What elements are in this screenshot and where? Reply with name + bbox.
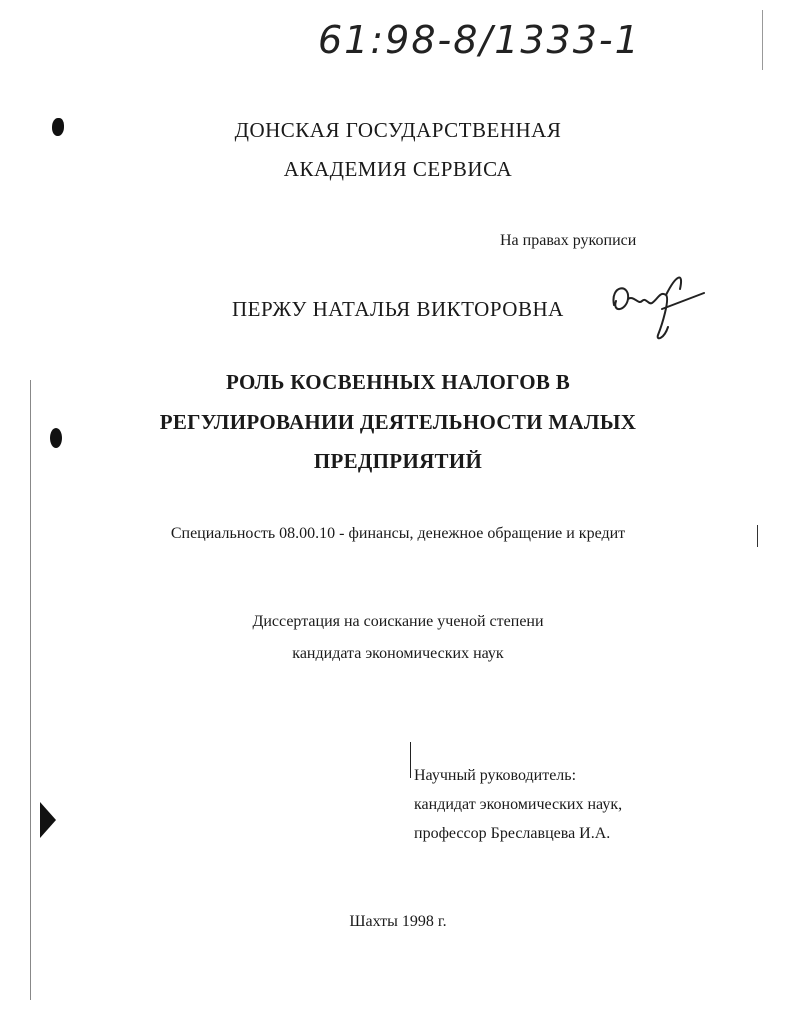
supervisor-block [414, 761, 622, 848]
dissertation-title-line3: ПРЕДПРИЯТИЙ [313, 449, 483, 473]
city-year: Шахты 1998 г. [349, 913, 447, 930]
degree-line1: Диссертация на соискание ученой степени [252, 613, 544, 630]
supervisor-bracket [410, 742, 411, 778]
archive-number: 61:98-8/1333-1 [318, 18, 641, 62]
supervisor-label: Научный руководитель: [414, 767, 577, 784]
degree-line2: кандидата экономических наук [292, 645, 504, 662]
manuscript-rights-note: На правах рукописи [500, 232, 637, 249]
author-name: ПЕРЖУ НАТАЛЬЯ ВИКТОРОВНА [232, 297, 564, 321]
dissertation-title-line1: РОЛЬ КОСВЕННЫХ НАЛОГОВ В [225, 370, 571, 394]
author-signature [600, 265, 715, 350]
specialty: Специальность 08.00.10 - финансы, денежное обращение и кредит [170, 525, 626, 542]
supervisor-name: профессор Бреславцева И.А. [414, 825, 611, 842]
institution-name-line2: АКАДЕМИЯ СЕРВИСА [283, 157, 513, 181]
scan-edge-line [762, 10, 763, 70]
institution-name-line1: ДОНСКАЯ ГОСУДАРСТВЕННАЯ [234, 118, 562, 142]
signature-text: Перж [608, 345, 611, 346]
dissertation-title-line2: РЕГУЛИРОВАНИИ ДЕЯТЕЛЬНОСТИ МАЛЫХ [159, 410, 637, 434]
supervisor-degree: кандидат экономических наук, [414, 796, 623, 813]
punch-hole-mark [40, 802, 56, 838]
